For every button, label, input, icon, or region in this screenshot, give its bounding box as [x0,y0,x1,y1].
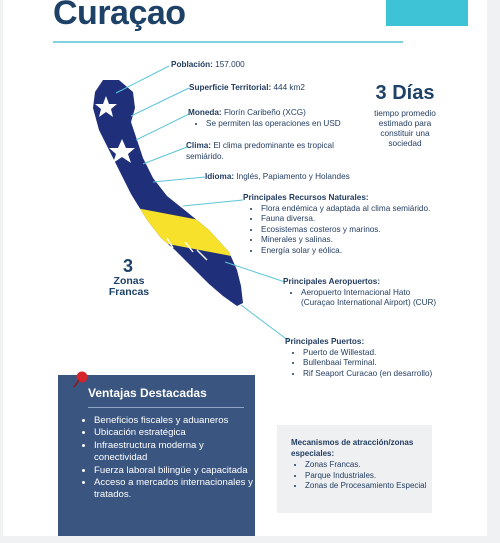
recursos-title: Principales Recursos Naturales: [243,193,369,202]
list-item: • Puerto de Willestad. [303,348,455,359]
fact-poblacion [171,60,245,71]
list-item: • Zonas Francas. [305,460,435,471]
idioma-label: Idioma: [205,172,235,181]
moneda-label: Moneda: [188,108,222,117]
days-number: 3 Días [375,82,435,104]
puertos-title: Principales Puertos: [285,337,365,346]
ventajas-title: Ventajas Destacadas [88,386,207,400]
superficie-value: 444 km2 [273,83,305,92]
list-item: • Rif Seaport Curacao (en desarrollo) [303,369,455,380]
moneda-bullet: • Se permiten las operaciones en USD [206,119,358,130]
ventajas-divider [88,407,244,408]
page-title: Curaçao [53,0,186,32]
clima-value: El clima predominante es tropical semiárido. [186,141,334,161]
poblacion-label: Población: [171,60,213,69]
aeropuertos-title: Principales Aeropuertos: [283,277,381,286]
list-item: • Bullenbaai Terminal. [303,358,455,369]
ventajas-card [58,375,255,536]
pushpin-icon [71,370,91,390]
list-item: • Aeropuerto Internacional Hato (Curaçao International Airport) (CUR) [301,288,443,309]
list-item: • Fauna diversa. [261,214,443,225]
list-item: • Fuerza laboral bilingüe y capacitada [94,465,254,477]
list-item: • Ecosistemas costeros y marinos. [261,225,443,236]
fact-clima [186,141,351,162]
moneda-value: Florín Caribeño (XCG) [223,108,306,117]
fact-moneda [188,108,358,129]
list-item: • Beneficios fiscales y aduaneros [94,415,254,427]
list-item: • Energía solar y eólica. [261,246,443,257]
aeropuertos-section [283,277,443,309]
fact-idioma [205,172,350,183]
recursos-section [243,193,443,256]
document-page [3,0,487,536]
list-item: • Zonas de Procesamiento Especial [305,481,435,492]
mecanismos-title: Mecanismos de atracción/zonas especiales: [291,438,414,458]
list-item: • Parque Industriales. [305,471,435,482]
clima-label: Clima: [186,141,212,150]
idioma-value: Inglés, Papiamento y Holandes [236,172,350,181]
superficie-label: Superficie Territorial: [189,83,272,92]
list-item: • Flora endémica y adaptada al clima semiárido. [261,204,443,215]
poblacion-value: 157.000 [215,60,245,69]
list-item: • Ubicación estratégica [94,427,254,439]
mecanismos-box [277,425,432,513]
zonas-label: Zonas Francas [108,275,150,298]
fact-superficie [189,83,305,94]
list-item: • Minerales y salinas. [261,235,443,246]
days-description: tiempo promedio estimado para constituir una sociedad [374,108,436,148]
puertos-section [285,337,455,379]
list-item: • Acceso a mercados internacionales y tratados. [94,477,254,502]
list-item: • Infraestructura moderna y conectividad [94,440,254,465]
zonas-number: 3 [122,256,133,276]
